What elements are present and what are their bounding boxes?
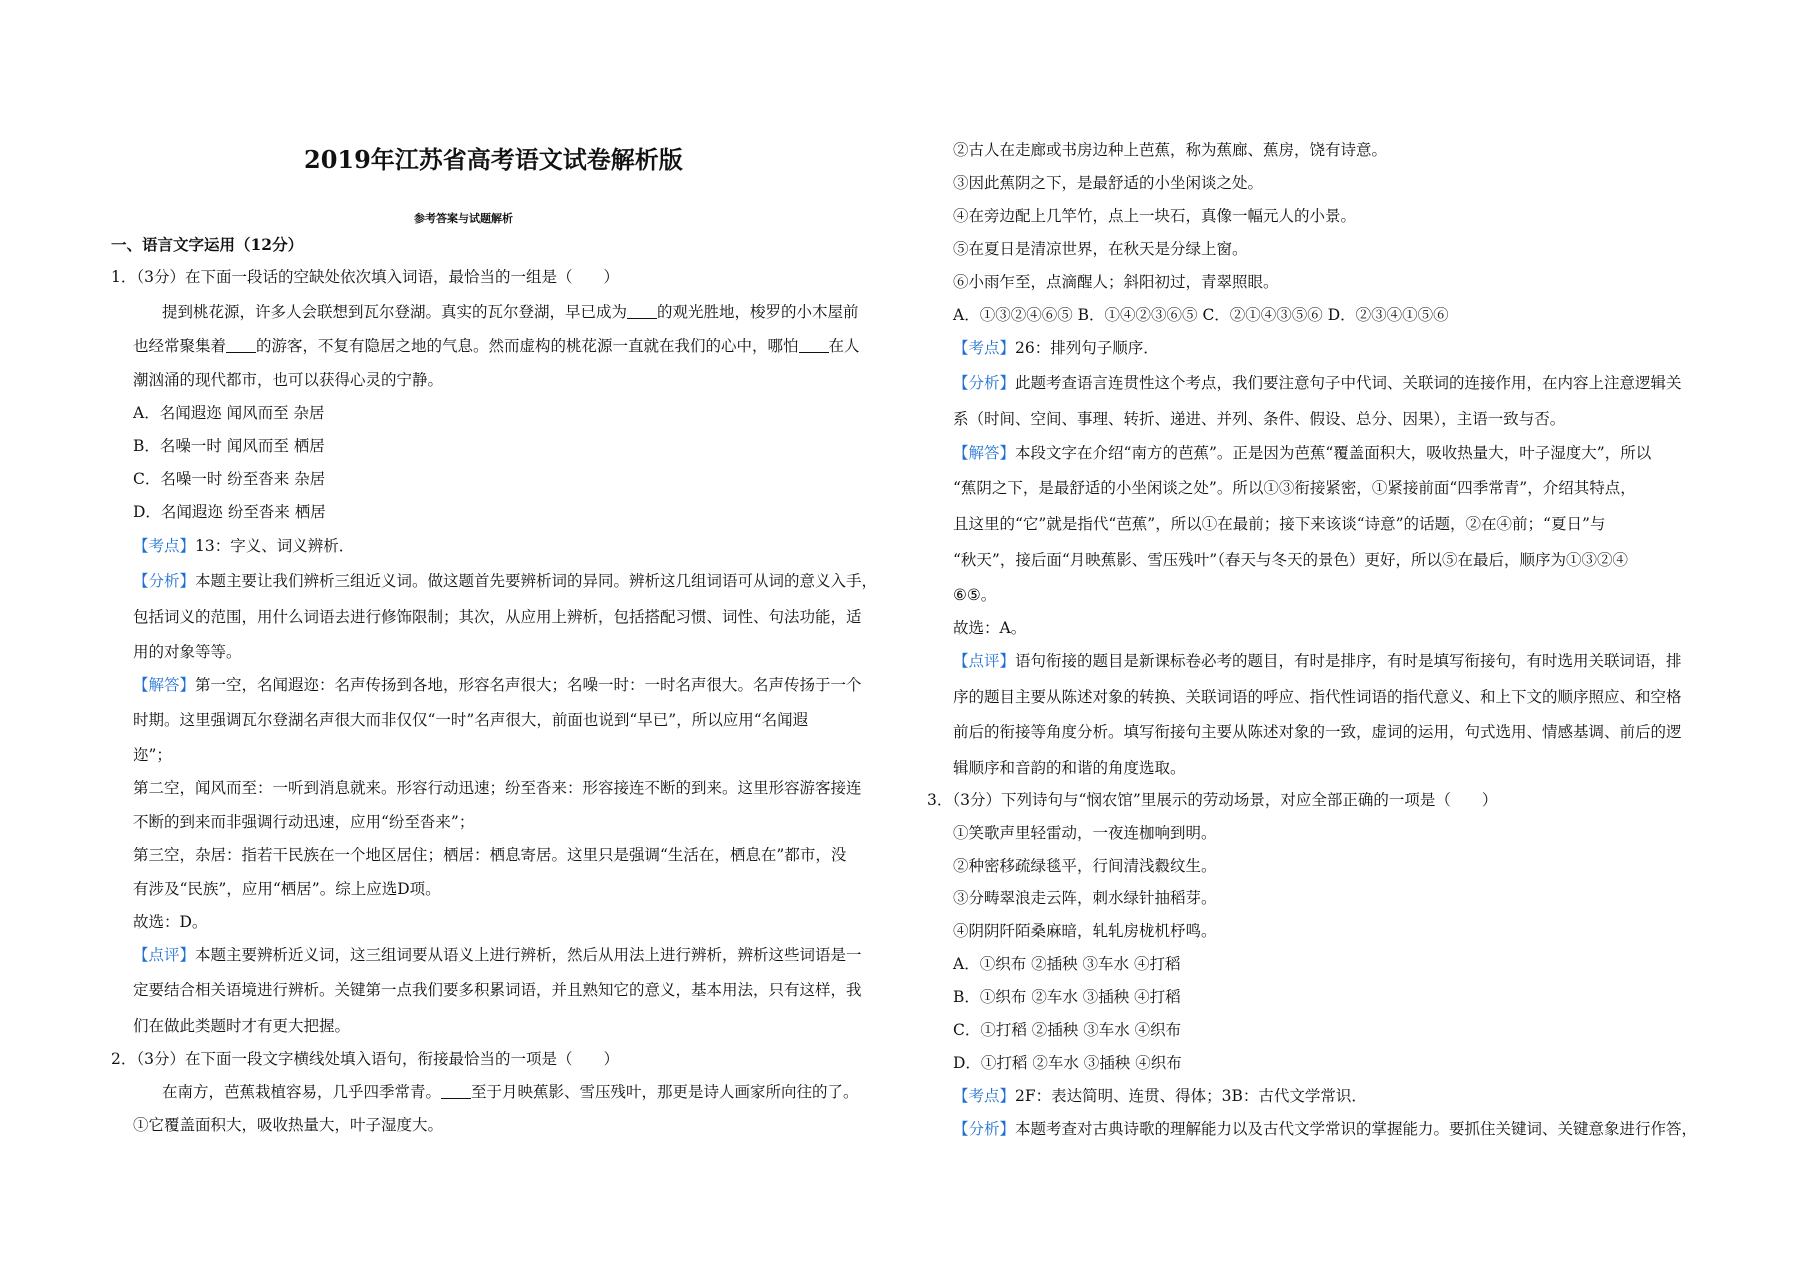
q1-option-a: A．名闻遐迩 闻风而至 杂居: [133, 404, 325, 422]
section-heading: 一、语言文字运用（12分）: [111, 235, 304, 254]
q1-jieda-line: 第二空，闻风而至：一听到消息就来。形容行动迅速；纷至沓来：形容接连不断的到来。这里形容游客接连: [133, 779, 862, 797]
q3-poem-2: ②种密移疏绿毯平，行间清浅縠纹生。: [953, 857, 1217, 875]
q1-fenxi-line: 用的对象等等。: [133, 643, 242, 661]
q1-kaodian: 【考点】13：字义、词义辨析．: [133, 537, 355, 555]
blank-line: [627, 304, 657, 319]
q1-dianping: 【点评】本题主要辨析近义词，这三组词要从语义上进行辨析，然后从用法上进行辨析，辨析这些词语是一: [133, 946, 862, 964]
dianping-tag: 【点评】: [953, 652, 1016, 670]
q1-passage-line: 也经常聚集着 的游客，不复有隐居之地的气息。然而虚构的桃花源一直就在我们的心中，哪怕 在人: [133, 337, 860, 355]
q2-dianping-line: 前后的衔接等角度分析。填写衔接句主要从陈述对象的一致，虚词的运用，句式选用、情感基调、前后的逻: [953, 723, 1682, 741]
q2-item-6: ⑥小雨乍至，点滴醒人；斜阳初过，青翠照眼。: [953, 273, 1279, 291]
q1-jieda-line: 不断的到来而非强调行动迅速，应用“纷至沓来”；: [133, 813, 475, 831]
q3-poem-1: ①笑歌声里轻雷动，一夜连枷响到明。: [953, 824, 1217, 842]
q2-jieda-line: ⑥⑤。: [953, 586, 997, 604]
q3-poem-3: ③分畴翠浪走云阵，刺水绿针抽稻芽。: [953, 889, 1217, 907]
q2-jieda-line: “秋天”，接后面“月映蕉影、雪压残叶”（春天与冬天的景色）更好，所以⑤在最后，顺序为①③②④: [953, 551, 1628, 569]
kaodian-tag: 【考点】: [953, 339, 1016, 357]
q1-dianping-line: 定要结合相关语境进行辨析。关键第一点我们要多积累词语，并且熟知它的意义，基本用法，只有这样，我: [133, 981, 862, 999]
blank-line: [799, 338, 829, 353]
q3-option-b: B．①织布 ②车水 ③插秧 ④打稻: [953, 988, 1181, 1006]
q2-passage: 在南方，芭蕉栽植容易，几乎四季常青。 至于月映蕉影、雪压残叶，那更是诗人画家所向往的了。: [162, 1083, 859, 1101]
jieda-tag: 【解答】: [133, 676, 196, 694]
jieda-tag: 【解答】: [953, 444, 1016, 462]
q1-jieda-line: 第三空，杂居：指若干民族在一个地区居住；栖居：栖息寄居。这里只是强调“生活在，栖息在”都市，没: [133, 846, 847, 864]
q2-item-5: ⑤在夏日是清凉世界，在秋天是分绿上窗。: [953, 240, 1248, 258]
q1-jieda-line: 有涉及“民族”，应用“栖居”。综上应选D项。: [133, 880, 441, 898]
q1-passage-line: 提到桃花源，许多人会联想到瓦尔登湖。真实的瓦尔登湖，早已成为 的观光胜地，梭罗的小木屋前: [162, 303, 859, 321]
q1-dianping-line: 们在做此类题时才有更大把握。: [133, 1017, 351, 1035]
dianping-tag: 【点评】: [133, 946, 196, 964]
q1-option-d: D．名闻遐迩 纷至沓来 栖居: [133, 503, 326, 521]
q2-fenxi-line: 系（时间、空间、事理、转折、递进、并列、条件、假设、总分、因果），主语一致与否。: [953, 410, 1566, 428]
q1-option-b: B．名噪一时 闻风而至 栖居: [133, 437, 325, 455]
q1-fenxi-line: 包括词义的范围，用什么词语去进行修饰限制；其次，从应用上辨析，包括搭配习惯、词性、句法功能，适: [133, 608, 862, 626]
q2-item-1: ①它覆盖面积大，吸收热量大，叶子湿度大。: [133, 1116, 444, 1134]
blank-line: [441, 1084, 471, 1099]
q3-option-a: A．①织布 ②插秧 ③车水 ④打稻: [953, 955, 1181, 973]
q1-fenxi: 【分析】本题主要让我们辨析三组近义词。做这题首先要辨析词的异同。辨析这几组词语可从词的意义入手，: [133, 572, 878, 590]
q2-dianping: 【点评】语句衔接的题目是新课标卷必考的题目，有时是排序，有时是填写衔接句，有时选用关联词语，排: [953, 652, 1682, 670]
q2-jieda-line: 且这里的“它”就是指代“芭蕉”，所以①在最前；接下来该谈“诗意”的话题，②在④前；“夏日”与: [953, 515, 1606, 533]
q2-answer: 故选：A。: [953, 619, 1027, 637]
question-1-stem: 1．（3分）在下面一段话的空缺处依次填入词语，最恰当的一组是（ ）: [111, 268, 619, 286]
q1-jieda: 【解答】第一空，名闻遐迩：名声传扬到各地，形容名声很大；名噪一时：一时名声很大。名声传扬于一个: [133, 676, 862, 694]
question-3-stem: 3．（3分）下列诗句与“悯农馆”里展示的劳动场景，对应全部正确的一项是（ ）: [927, 791, 1498, 809]
q3-option-c: C．①打稻 ②插秧 ③车水 ④织布: [953, 1021, 1182, 1039]
q2-jieda-line: “蕉阴之下，是最舒适的小坐闲谈之处”。所以①③衔接紧密，①紧接前面“四季常青”，介绍其特点，: [953, 479, 1636, 497]
question-2-stem: 2．（3分）在下面一段文字横线处填入语句，衔接最恰当的一项是（ ）: [111, 1050, 619, 1068]
q2-dianping-line: 序的题目主要从陈述对象的转换、关联词语的呼应、指代性词语的指代意义、和上下文的顺序照应、和空格: [953, 688, 1682, 706]
fenxi-tag: 【分析】: [953, 1120, 1016, 1138]
q2-fenxi: 【分析】此题考查语言连贯性这个考点，我们要注意句子中代词、关联词的连接作用，在内容上注意逻辑关: [953, 374, 1682, 392]
page-subtitle: 参考答案与试题解析: [414, 212, 513, 225]
blank-line: [226, 338, 256, 353]
fenxi-tag: 【分析】: [133, 572, 196, 590]
q2-item-2: ②古人在走廊或书房边种上芭蕉，称为蕉廊、蕉房，饶有诗意。: [953, 141, 1388, 159]
q1-passage-line: 潮汹涌的现代都市，也可以获得心灵的宁静。: [133, 371, 444, 389]
fenxi-tag: 【分析】: [953, 374, 1016, 392]
q3-poem-4: ④阴阴阡陌桑麻暗，轧轧房栊机杼鸣。: [953, 922, 1217, 940]
q2-item-3: ③因此蕉阴之下，是最舒适的小坐闲谈之处。: [953, 174, 1264, 192]
kaodian-tag: 【考点】: [953, 1087, 1016, 1105]
q2-dianping-line: 辑顺序和音韵的和谐的角度选取。: [953, 759, 1186, 777]
kaodian-tag: 【考点】: [133, 537, 196, 555]
q1-answer: 故选：D。: [133, 913, 208, 931]
q3-fenxi: 【分析】本题考查对古典诗歌的理解能力以及古代文学常识的掌握能力。要抓住关键词、关键意象进行作答，: [953, 1120, 1698, 1138]
q2-item-4: ④在旁边配上几竿竹，点上一块石，真像一幅元人的小景。: [953, 207, 1357, 225]
q1-option-c: C．名噪一时 纷至沓来 杂居: [133, 470, 326, 488]
q1-jieda-line: 迩”；: [133, 746, 172, 764]
q1-jieda-line: 时期。这里强调瓦尔登湖名声很大而非仅仅“一时”名声很大，前面也说到“早已”，所以应用“名闻遐: [133, 711, 809, 729]
q2-options: A．①③②④⑥⑤ B．①④②③⑥⑤ C．②①④③⑤⑥ D．②③④①⑤⑥: [953, 306, 1449, 324]
q3-option-d: D．①打稻 ②车水 ③插秧 ④织布: [953, 1054, 1182, 1072]
q2-jieda: 【解答】本段文字在介绍“南方的芭蕉”。正是因为芭蕉“覆盖面积大，吸收热量大，叶子湿度大”，所以: [953, 444, 1652, 462]
page-title: 2019年江苏省高考语文试卷解析版: [304, 145, 683, 174]
q2-kaodian: 【考点】26：排列句子顺序．: [953, 339, 1159, 357]
q3-kaodian: 【考点】2F：表达简明、连贯、得体；3B：古代文学常识．: [953, 1087, 1367, 1105]
